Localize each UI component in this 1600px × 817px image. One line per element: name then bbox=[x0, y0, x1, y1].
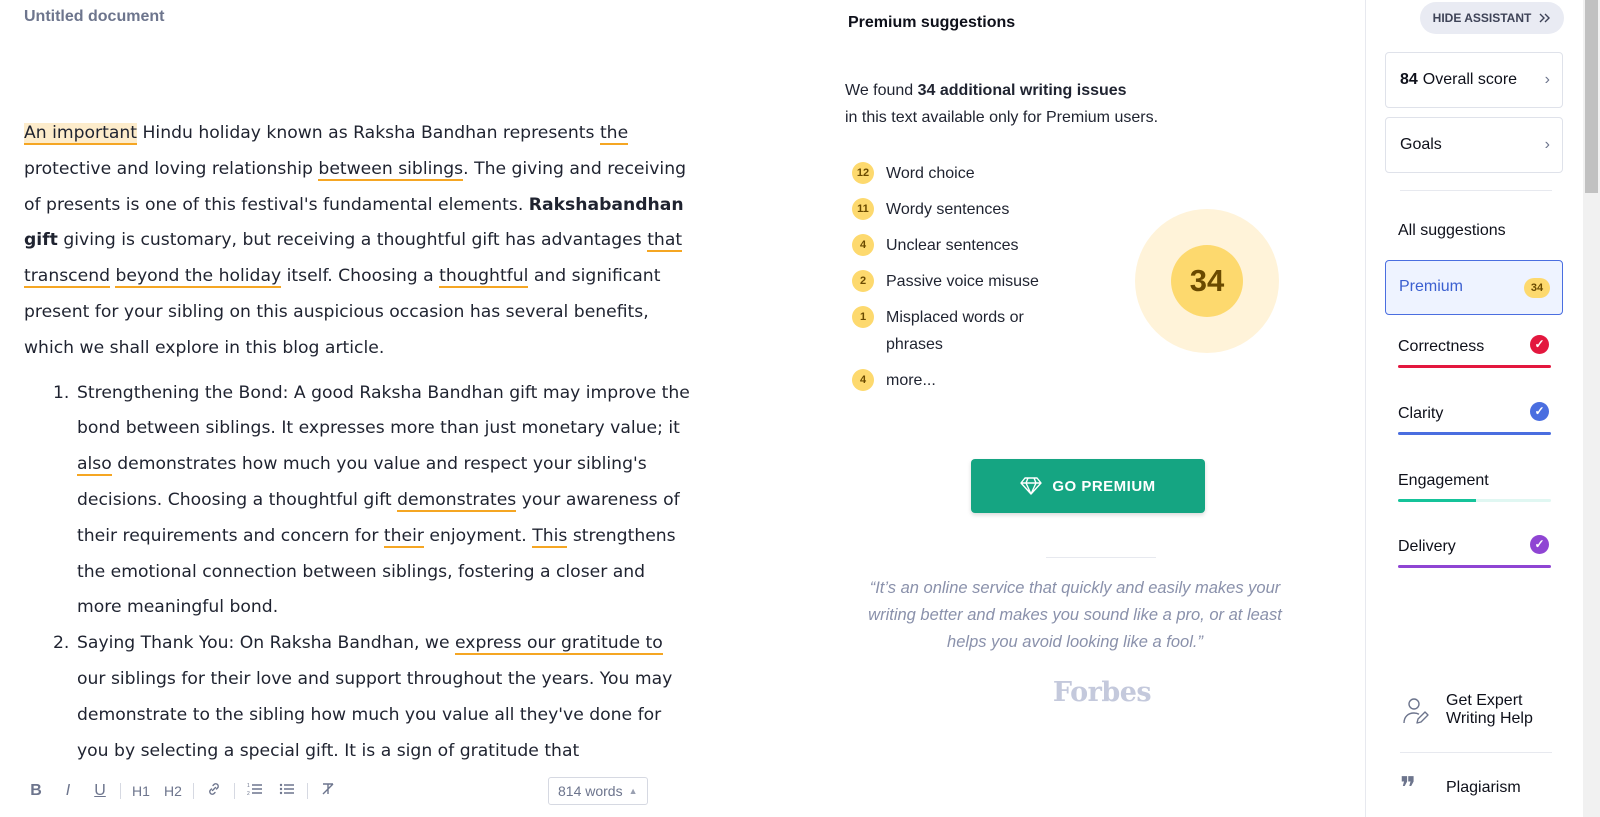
plagiarism-label: Plagiarism bbox=[1446, 779, 1521, 796]
flagged-text[interactable]: thoughtful bbox=[439, 266, 529, 287]
quote-icon: ❞ bbox=[1400, 771, 1417, 806]
flagged-text[interactable]: demonstrates bbox=[397, 489, 517, 510]
clear-format-button[interactable] bbox=[312, 781, 344, 802]
issue-count-badge: 2 bbox=[852, 270, 874, 292]
issue-count-badge: 4 bbox=[852, 369, 874, 391]
check-icon: ✓ bbox=[1530, 335, 1549, 354]
numbered-list bbox=[24, 376, 694, 770]
text-span: our siblings for their love and support throughout the years. You may demonstrate to the sibling how much you value all they've done for you by selecting a special gift. It is a sign of gratitude that bbox=[77, 668, 673, 761]
issue-row bbox=[852, 304, 1112, 358]
text-span: your awareness of their requirements and concern for bbox=[77, 489, 680, 546]
ordered-list-button[interactable] bbox=[239, 781, 271, 802]
list-number: 2. bbox=[53, 633, 70, 654]
flagged-text[interactable]: that transcend bbox=[24, 230, 683, 287]
divider bbox=[1046, 557, 1156, 558]
text-span: Strengthening the Bond: A good Raksha Bandhan gift may improve the bond between siblings. It expresses more than just monetary value; it bbox=[77, 382, 690, 439]
format-toolbar bbox=[0, 772, 810, 810]
category-delivery[interactable] bbox=[1398, 535, 1551, 575]
link-icon bbox=[206, 781, 222, 797]
text-span: protective and loving relationship bbox=[24, 158, 319, 179]
category-engagement[interactable] bbox=[1398, 469, 1551, 509]
issue-row bbox=[852, 160, 1112, 187]
flagged-text[interactable]: This bbox=[532, 525, 568, 546]
list-number: 1. bbox=[53, 382, 70, 403]
link-button[interactable] bbox=[198, 781, 230, 802]
bold-text: Rakshabandhan gift bbox=[24, 194, 684, 251]
italic-button[interactable]: I bbox=[65, 782, 71, 799]
heading2-button[interactable]: H2 bbox=[164, 783, 182, 799]
text-span: strengthens the emotional connection between siblings, fostering a closer and more meaningful bond. bbox=[77, 525, 676, 618]
text-span: and significant present for your sibling on this auspicious occasion has several benefits, which we shall explore in this blog article. bbox=[24, 266, 661, 358]
category-progress-bar bbox=[1398, 499, 1551, 502]
premium-panel bbox=[830, 0, 1330, 817]
text-span: Hindu holiday known as Raksha Bandhan represents bbox=[137, 123, 600, 143]
ordered-list-icon bbox=[247, 781, 263, 797]
page-scrollbar[interactable] bbox=[1583, 0, 1600, 817]
check-icon: ✓ bbox=[1530, 402, 1549, 421]
text-span: Saying Thank You: On Raksha Bandhan, we bbox=[77, 633, 456, 654]
category-clarity[interactable] bbox=[1398, 402, 1551, 442]
clear-format-icon bbox=[320, 781, 336, 797]
panel-title: Premium suggestions bbox=[848, 14, 1016, 31]
toolbar-divider bbox=[120, 783, 121, 799]
expert-help-label: Get Expert Writing Help bbox=[1446, 692, 1533, 727]
category-progress-bar bbox=[1398, 365, 1551, 368]
premium-total: 34 bbox=[1171, 245, 1243, 317]
issue-row bbox=[852, 268, 1112, 295]
issue-count-badge: 12 bbox=[852, 162, 874, 184]
toolbar-divider bbox=[307, 783, 308, 799]
issue-label: Passive voice misuse bbox=[886, 273, 1039, 290]
category-label: Clarity bbox=[1398, 405, 1444, 422]
summary-count: 34 additional writing issues bbox=[917, 82, 1127, 99]
overall-score-value: 84 bbox=[1400, 71, 1418, 88]
flagged-text[interactable]: beyond the holiday bbox=[115, 266, 282, 287]
overall-score-label: Overall score bbox=[1422, 71, 1518, 88]
hide-assistant-button[interactable] bbox=[1420, 2, 1564, 34]
text-span: . The giving and receiving of presents is one of this festival's fundamental elements. bbox=[24, 158, 687, 215]
text-span: demonstrates how much you value and respect your sibling's decisions. Choosing a thoughtful gift bbox=[77, 454, 647, 510]
category-label: Correctness bbox=[1398, 338, 1485, 355]
bold-button[interactable]: B bbox=[30, 782, 42, 799]
check-icon: ✓ bbox=[1530, 535, 1549, 554]
premium-item-label: Premium bbox=[1399, 278, 1464, 295]
diamond-icon bbox=[1020, 477, 1042, 495]
svg-text:1: 1 bbox=[247, 782, 250, 789]
testimonial-quote: “It’s an online service that quickly and easily makes your writing better and makes you sound like a pro, or at least helps you avoid looking like a fool.” bbox=[868, 579, 1282, 651]
assistant-sidebar bbox=[1365, 0, 1583, 817]
text-span: itself. Choosing a bbox=[281, 266, 440, 287]
hide-assistant-label: HIDE ASSISTANT bbox=[1432, 11, 1532, 25]
paragraph-intro[interactable] bbox=[24, 116, 694, 367]
word-count-button[interactable] bbox=[548, 777, 648, 805]
all-suggestions-item[interactable]: All suggestions bbox=[1398, 222, 1506, 239]
overall-score-card[interactable] bbox=[1385, 52, 1563, 108]
issue-label: Misplaced words or phrases bbox=[886, 309, 1024, 353]
premium-item[interactable] bbox=[1385, 260, 1563, 315]
double-chevron-right-icon bbox=[1539, 13, 1551, 23]
issue-label: Word choice bbox=[886, 165, 975, 182]
issue-row bbox=[852, 367, 1112, 394]
go-premium-button[interactable] bbox=[971, 459, 1205, 513]
premium-total-ring bbox=[1135, 209, 1279, 353]
divider bbox=[1400, 752, 1552, 753]
document-title[interactable]: Untitled document bbox=[24, 8, 165, 25]
list-item[interactable] bbox=[24, 626, 694, 769]
scrollbar-thumb[interactable] bbox=[1585, 0, 1598, 193]
category-progress-bar bbox=[1398, 565, 1551, 568]
go-premium-label: GO PREMIUM bbox=[1052, 477, 1156, 495]
chevron-right-icon: › bbox=[1544, 71, 1550, 88]
underline-button[interactable]: U bbox=[94, 782, 106, 799]
plagiarism-item[interactable] bbox=[1400, 771, 1560, 806]
forbes-logo: Forbes bbox=[1052, 677, 1152, 708]
flagged-text[interactable]: An important bbox=[24, 123, 138, 143]
list-item[interactable] bbox=[24, 376, 694, 627]
summary-suffix: in this text available only for Premium users. bbox=[845, 109, 1159, 126]
word-count-label: 814 words bbox=[558, 783, 623, 799]
caret-up-icon: ▲ bbox=[628, 786, 638, 796]
issue-count-badge: 4 bbox=[852, 234, 874, 256]
toolbar-divider bbox=[234, 783, 235, 799]
bullet-list-button[interactable] bbox=[271, 781, 303, 802]
chevron-right-icon: › bbox=[1544, 136, 1550, 153]
category-progress-bar bbox=[1398, 432, 1551, 435]
flagged-text[interactable]: between siblings bbox=[318, 158, 464, 179]
text-span: giving is customary, but receiving a thoughtful gift has advantages bbox=[57, 230, 648, 251]
heading1-button[interactable]: H1 bbox=[132, 783, 150, 799]
issue-list bbox=[852, 160, 1112, 403]
flagged-text[interactable]: their bbox=[383, 525, 424, 546]
category-label: Engagement bbox=[1398, 472, 1489, 489]
issue-label: Unclear sentences bbox=[886, 237, 1019, 254]
bullet-list-icon bbox=[279, 781, 295, 797]
issue-row bbox=[852, 232, 1112, 259]
expert-help-item[interactable] bbox=[1400, 692, 1560, 732]
svg-text:2: 2 bbox=[247, 790, 250, 797]
goals-label: Goals bbox=[1400, 136, 1442, 153]
premium-count-badge: 34 bbox=[1524, 278, 1550, 298]
person-pen-icon bbox=[1400, 696, 1430, 726]
issue-label: more... bbox=[886, 372, 936, 389]
summary-prefix: We found bbox=[845, 82, 918, 99]
goals-card[interactable] bbox=[1385, 117, 1563, 173]
issue-count-badge: 1 bbox=[852, 306, 874, 328]
flagged-text[interactable]: the bbox=[599, 123, 629, 143]
issue-label: Wordy sentences bbox=[886, 201, 1010, 218]
category-label: Delivery bbox=[1398, 538, 1456, 555]
issue-count-badge: 11 bbox=[852, 198, 874, 220]
flagged-text[interactable]: express our gratitude to bbox=[455, 633, 663, 654]
toolbar-divider bbox=[193, 783, 194, 799]
document-body[interactable] bbox=[24, 116, 694, 769]
text-span: enjoyment. bbox=[423, 525, 533, 546]
premium-summary bbox=[845, 77, 1158, 131]
issue-row bbox=[852, 196, 1112, 223]
flagged-text[interactable]: also bbox=[77, 454, 112, 475]
divider bbox=[1400, 190, 1552, 191]
category-correctness[interactable] bbox=[1398, 335, 1551, 375]
